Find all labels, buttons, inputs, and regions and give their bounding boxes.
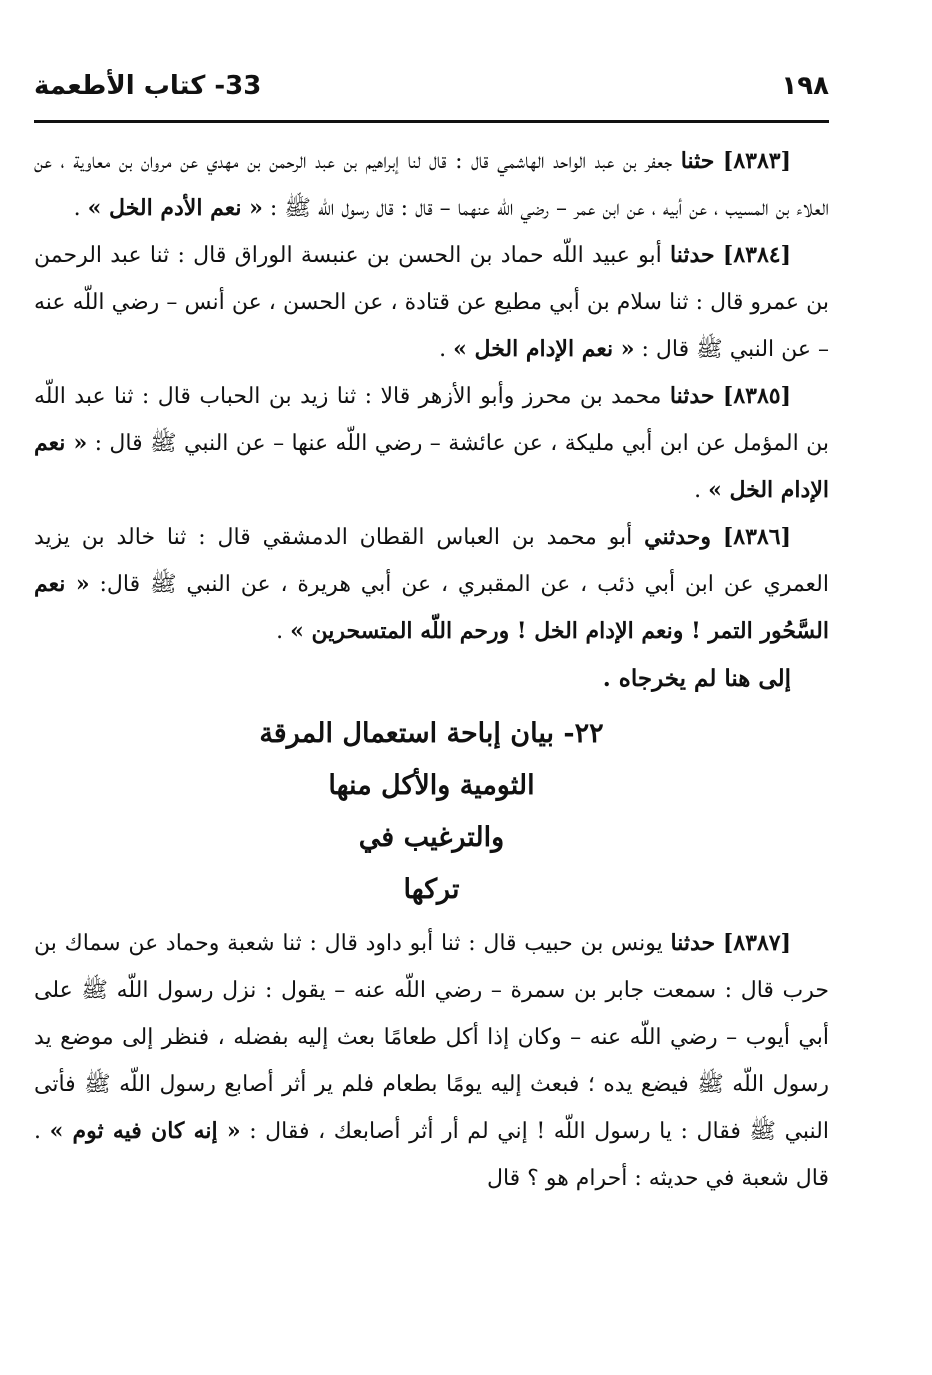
hadith-text: محمد بن محرز وأبو الأزهر قالا : ثنا زيد بن الحباب قال : ثنا عبد اللّه بن المؤمل عن ابن أبي مليكة ، عن عائشة – رضي اللّه عنها – عن النبي ﷺ قال :	[34, 384, 829, 456]
hadith-quote: « نعم الإدام الخل »	[453, 336, 635, 362]
hadith-number: [٨٣٨٣]	[722, 148, 791, 174]
page-body	[34, 138, 829, 1202]
hadith-number: [٨٣٨٥]	[722, 383, 792, 409]
closing-note: إلى هنا لم يخرجاه .	[602, 665, 791, 692]
section-heading	[34, 708, 829, 916]
hadith-intro: وحدثني	[644, 524, 712, 550]
hadith-end: .	[439, 337, 447, 362]
hadith-intro: حدثنا	[670, 242, 715, 268]
hadith-8386	[34, 514, 829, 655]
section-heading-line-2: الثومية والأكل منها	[328, 770, 535, 801]
page-number: ١٩٨	[781, 71, 829, 101]
hadith-text: يونس بن حبيب قال : ثنا أبو داود قال : ثنا شعبة وحماد عن سماك بن حرب قال : سمعت جابر بن سمرة – رضي اللّه عنه – يقول : نزل رسول اللّه ﷺ على أبي أيوب – رضي اللّه عنه – وكان إذا أكل طعامًا بعث إليه بفضله ، فنظر إلى موضع يد رسول اللّه ﷺ فيضع يده ؛ فبعث إليه يومًا بطعام فلم ير أثر أصابع رسول اللّه ﷺ فأتى النبي ﷺ فقال : يا رسول اللّه ! إني لم أر أثر أصابعك ، فقال :	[34, 931, 829, 1144]
section-heading-line-4: تركها	[403, 874, 460, 905]
page-header	[34, 60, 829, 112]
hadith-intro: حدثنا	[669, 383, 715, 409]
hadith-quote: « نعم الإدام الخل »	[34, 430, 829, 503]
chapter-title: 33- كتاب الأطعمة	[34, 71, 262, 101]
hadith-end: .	[694, 478, 702, 503]
hadith-intro: حدثنا	[670, 930, 716, 956]
hadith-quote: « نعم الأدم الخل »	[87, 195, 263, 221]
hadith-end: .	[73, 196, 81, 221]
hadith-number: [٨٣٨٧]	[722, 930, 792, 956]
hadith-number: [٨٣٨٤]	[722, 242, 792, 268]
header-rule	[34, 120, 829, 123]
hadith-tail: . قال شعبة في حديثه : أحرام هو ؟ قال	[34, 1119, 829, 1191]
hadith-quote: « إنه كان فيه ثوم »	[49, 1118, 241, 1144]
hadith-quote: « نعم السَّحُور التمر ! ونعم الإدام الخل ! ورحم اللّه المتسحرين »	[34, 571, 829, 644]
section-heading-line-1: ٢٢- بيان إباحة استعمال المرقة	[259, 718, 604, 749]
hadith-intro: حثنا	[680, 148, 715, 174]
hadith-8385	[34, 373, 829, 514]
hadith-8383	[34, 138, 829, 232]
hadith-text: أبو عبيد اللّه حماد بن الحسن بن عنبسة الوراق قال : ثنا عبد الرحمن بن عمرو قال : ثنا سلام بن أبي مطيع عن قتادة ، عن الحسن ، عن أنس – رضي اللّه عنه – عن النبي ﷺ قال :	[34, 243, 829, 362]
hadith-number: [٨٣٨٦]	[722, 524, 791, 550]
hadith-end: .	[276, 619, 284, 644]
section-heading-line-3: والترغيب في	[358, 822, 505, 853]
hadith-8384	[34, 232, 829, 373]
hadith-8387	[34, 920, 829, 1202]
hadith-text: جعفر بن عبد الواحد الهاشمي قال : قال لنا إبراهيم بن عبد الرحمن بن مهدي عن مروان بن معاوية ، عن العلاء بن المسيب ، عن أبيه ، عن ابن عمر – رضي اللّه عنهما – قال : قال رسول اللّه ﷺ :	[34, 149, 829, 221]
hadith-text: أبو محمد بن العباس القطان الدمشقي قال : ثنا خالد بن يزيد العمري عن ابن أبي ذئب ، عن المقبري ، عن أبي هريرة ، عن النبي ﷺ قال:	[34, 525, 829, 597]
